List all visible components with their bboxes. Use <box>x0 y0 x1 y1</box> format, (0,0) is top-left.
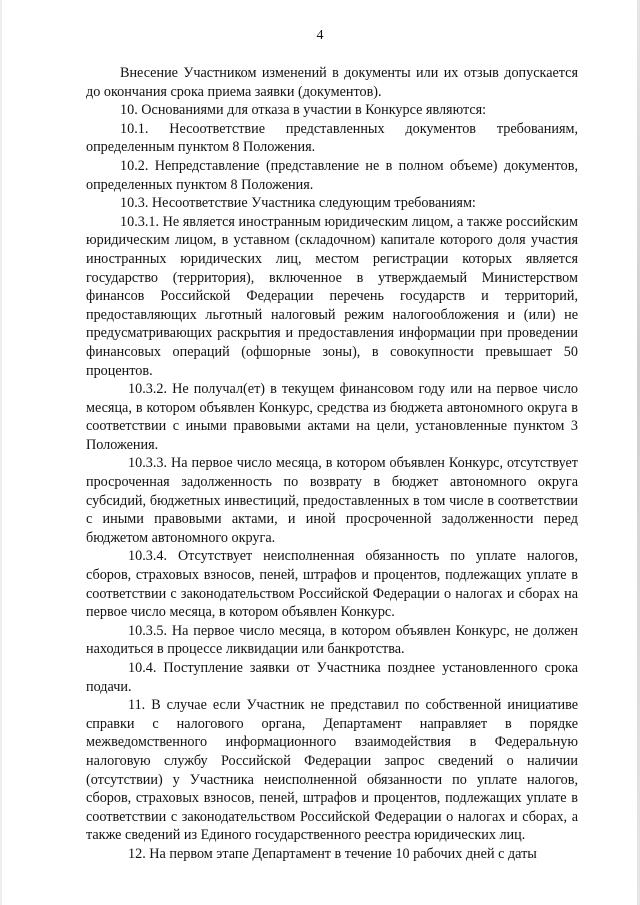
page-left-edge <box>0 0 2 905</box>
document-body <box>86 64 578 864</box>
paragraph-10-3-2: 10.3.2. Не получал(ет) в текущем финансовом году или на первое число месяца, в котором объявлен Конкурс, средства из бюджета автономного округа в соответствии с иными правовыми актами на цели, установленные пунктом 3 Положения. <box>86 381 578 453</box>
paragraph-10-2: 10.2. Непредставление (представление не в полном объеме) документов, определенных пунктом 8 Положения. <box>86 157 578 193</box>
paragraph-10-3-3: 10.3.3. На первое число месяца, в котором объявлен Конкурс, отсутствует просроченная задолженность по возврату в бюджет автономного округа субсидий, бюджетных инвестиций, предоставленных в том числе в соответствии с иными правовыми актами, и иной просроченной задолженности перед бюджетом автономного округа. <box>86 455 578 546</box>
paragraph-10-3-5: 10.3.5. На первое число месяца, в котором объявлен Конкурс, не должен находиться в процессе ликвидации или банкротства. <box>86 622 578 658</box>
paragraph-intro: Внесение Участником изменений в документы или их отзыв допускается до окончания срока приема заявки (документов). <box>86 65 578 100</box>
paragraph-10: 10. Основаниями для отказа в участии в Конкурсе являются: <box>120 102 487 119</box>
paragraph-10-3-1: 10.3.1. Не является иностранным юридическим лицом, а также российским юридическим лицом, в уставном (складочном) капитале которого доля участия иностранных юридических лиц, местом регистрации которых является государство (территория), включенное в утверждаемый Министерством финансов Российской Федерации перечень государств и территорий, предоставляющих льготный налоговый режим налогообложения и (или) не предусматривающих раскрытия и предоставления информации при проведении финансовых операций (офшорные зоны), в совокупности превышает 50 процентов. <box>86 213 578 379</box>
paragraph-11: 11. В случае если Участник не представил по собственной инициативе справки с налогового органа, Департамент направляет в порядке межведомственного информационного взаимодействия в Федеральную налоговую службу Российской Федерации запрос сведений о наличии (отсутствии) у Участника неисполненной обязанности по уплате налогов, сборов, страховых взносов, пеней, штрафов и процентов, подлежащих уплате в соответствии с законодательством Российской Федерации о налогах и сборах, а также сведений из Единого государственного реестра юридических лиц. <box>86 697 578 844</box>
paragraph-12: 12. На первом этапе Департамент в течение 10 рабочих дней с даты <box>128 845 537 862</box>
paragraph-10-1: 10.1. Несоответствие представленных документов требованиям, определенным пунктом 8 Положения. <box>86 120 578 156</box>
paragraph-10-3-4: 10.3.4. Отсутствует неисполненная обязанность по уплате налогов, сборов, страховых взносов, пеней, штрафов и процентов, подлежащих уплате в соответствии с законодательством Российской Федерации о налогах и сборах на первое число месяца, в котором объявлен Конкурс. <box>86 548 578 621</box>
paragraph-10-3: 10.3. Несоответствие Участника следующим требованиям: <box>120 195 476 212</box>
paragraph-10-4: 10.4. Поступление заявки от Участника позднее установленного срока подачи. <box>86 660 578 695</box>
page-number: 4 <box>316 28 324 43</box>
